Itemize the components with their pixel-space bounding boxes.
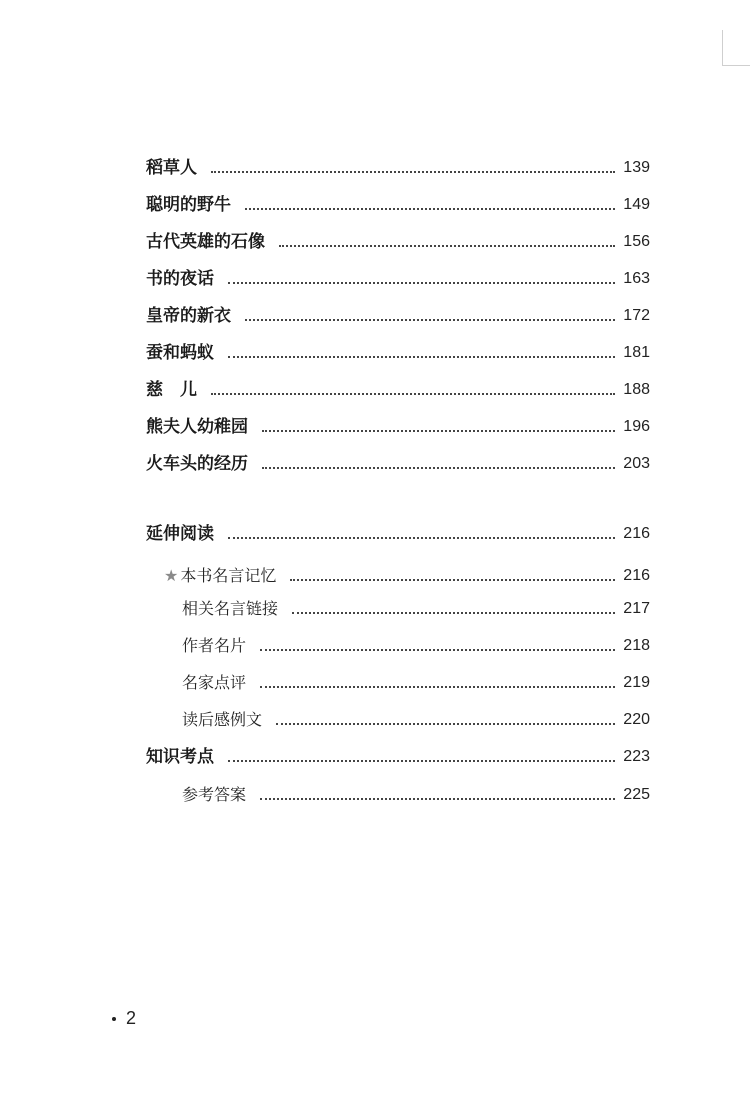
toc-subentry-title: 本书名言记忆	[180, 566, 277, 585]
toc-entry-daocaoren[interactable]	[146, 152, 650, 180]
toc-section-knowledge-points[interactable]	[146, 741, 650, 769]
toc-entry-can-he-mayi[interactable]	[146, 337, 650, 365]
toc-dot-leader	[260, 798, 615, 800]
toc-entry-huangdi-de-xinyi[interactable]	[146, 300, 650, 328]
toc-dot-leader	[279, 245, 615, 247]
toc-subentry-page: 225	[623, 786, 650, 803]
toc-dot-leader	[245, 319, 615, 321]
toc-subentry-author-card[interactable]	[182, 630, 650, 658]
toc-section-page: 223	[623, 748, 650, 765]
toc-entry-title: 稻草人	[146, 158, 197, 178]
toc-entry-title: 古代英雄的石像	[146, 232, 265, 252]
toc-dot-leader	[262, 467, 615, 469]
toc-subentry-answers[interactable]	[182, 779, 650, 807]
toc-subentry-title: 名家点评	[182, 673, 247, 692]
toc-entry-page: 188	[623, 381, 650, 398]
toc-entry-page: 149	[623, 196, 650, 213]
toc-entry-congming-de-yeniu[interactable]	[146, 189, 650, 217]
toc-entry-title: 聪明的野牛	[146, 195, 231, 215]
toc-subentry-sample-essay[interactable]	[182, 704, 650, 732]
toc-entry-title: 熊夫人幼稚园	[146, 417, 248, 437]
toc-entry-page: 172	[623, 307, 650, 324]
toc-section-page: 216	[623, 525, 650, 542]
toc-dot-leader	[260, 686, 615, 688]
toc-dot-leader	[211, 393, 615, 395]
toc-entry-page: 163	[623, 270, 650, 287]
toc-subentry-page: 220	[623, 711, 650, 728]
bullet-dot-icon	[112, 1017, 116, 1021]
toc-subentry-title: 相关名言链接	[182, 599, 279, 618]
toc-dot-leader	[260, 649, 615, 651]
toc-entry-title: 书的夜话	[146, 269, 214, 289]
toc-entry-title: 慈 儿	[146, 380, 197, 400]
toc-entry-page: 181	[623, 344, 650, 361]
toc-dot-leader	[211, 171, 615, 173]
toc-subentry-quote-memory[interactable]	[164, 560, 650, 588]
toc-subentry-page: 216	[623, 567, 650, 584]
toc-entry-title: 蚕和蚂蚁	[146, 343, 214, 363]
toc-entry-page: 139	[623, 159, 650, 176]
toc-dot-leader	[228, 537, 615, 539]
toc-section-extended-reading[interactable]	[146, 518, 650, 546]
toc-entry-gudai-yingxiong-de-shixiang[interactable]	[146, 226, 650, 254]
page-number: 2	[126, 1008, 137, 1028]
toc-entry-ci-er[interactable]	[146, 374, 650, 402]
toc-entry-page: 156	[623, 233, 650, 250]
toc-dot-leader	[245, 208, 615, 210]
page-edge-mark	[722, 30, 750, 66]
toc-entry-huochetou-de-jingli[interactable]	[146, 448, 650, 476]
toc-entry-title: 皇帝的新衣	[146, 306, 231, 326]
toc-dot-leader	[262, 430, 615, 432]
toc-entry-title: 火车头的经历	[146, 454, 248, 474]
toc-subentry-related-quotes[interactable]	[182, 593, 650, 621]
toc-subentry-page: 219	[623, 674, 650, 691]
toc-section-title: 知识考点	[146, 747, 214, 767]
toc-entry-shu-de-yehua[interactable]	[146, 263, 650, 291]
toc-entry-xiong-furen-youzhiyuan[interactable]	[146, 411, 650, 439]
toc-subentry-page: 217	[623, 600, 650, 617]
toc-subentry-page: 218	[623, 637, 650, 654]
toc-subentry-title: 参考答案	[182, 785, 247, 804]
toc-subentry-critic-comments[interactable]	[182, 667, 650, 695]
toc-entry-page: 203	[623, 455, 650, 472]
toc-subentry-title: 读后感例文	[182, 710, 263, 729]
toc-dot-leader	[290, 579, 615, 581]
toc-entry-page: 196	[623, 418, 650, 435]
toc-dot-leader	[228, 282, 615, 284]
page-folio	[112, 1008, 136, 1029]
toc-dot-leader	[228, 356, 615, 358]
toc-dot-leader	[228, 760, 615, 762]
toc-dot-leader	[292, 612, 615, 614]
toc-section-title: 延伸阅读	[146, 524, 214, 544]
toc-dot-leader	[276, 723, 615, 725]
toc-subentry-title: 作者名片	[182, 636, 247, 655]
star-icon: ★	[164, 566, 179, 585]
